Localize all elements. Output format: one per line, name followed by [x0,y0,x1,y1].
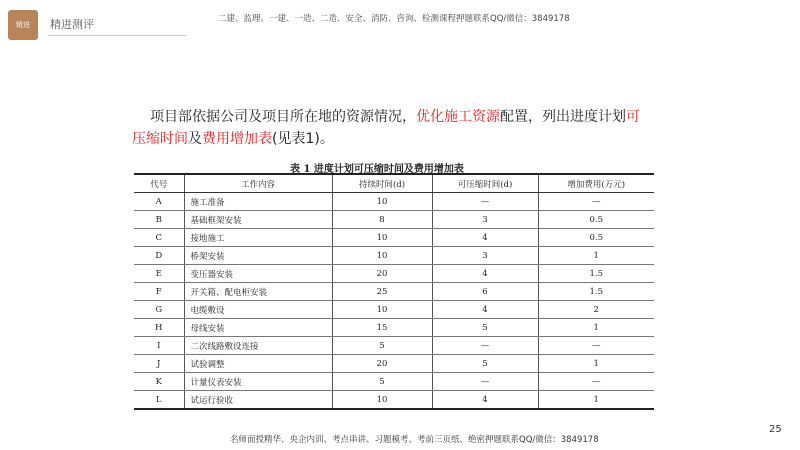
cell-code: E [134,265,184,283]
cell-compressible-time: 3 [432,247,538,265]
header-contact-text: 二建、监理、一建、一造、二造、安全、消防、咨询、检测课程押题联系QQ/微信：3849178 [218,14,570,24]
cell-compressible-time: — [432,193,538,211]
paragraph-text-1: 项目部依据公司及项目所在地的资源情况， [150,109,416,125]
header-code: 代号 [134,174,184,193]
cell-work-content: 基础框架安装 [184,211,332,229]
cell-work-content: 施工准备 [184,193,332,211]
cell-work-content: 二次线路敷设连接 [184,337,332,355]
cell-duration: 5 [332,337,432,355]
cell-compressible-time: 6 [432,283,538,301]
brand-name: 精进测评 [50,18,94,31]
cell-work-content: 计量仪表安装 [184,373,332,391]
cell-compressible-time: 4 [432,229,538,247]
table-row [134,247,654,265]
header-duration: 持续时间(d) [332,174,432,193]
cell-code: I [134,337,184,355]
schedule-table [134,173,654,410]
cell-added-cost: — [538,337,654,355]
cell-added-cost: 1 [538,391,654,410]
cell-compressible-time: 4 [432,265,538,283]
cell-compressible-time: 5 [432,319,538,337]
table-row [134,265,654,283]
header-work-content: 工作内容 [184,174,332,193]
header-compressible-time: 可压缩时间(d) [432,174,538,193]
cell-compressible-time: — [432,337,538,355]
brand-divider [48,35,186,36]
cell-work-content: 母线安装 [184,319,332,337]
cell-duration: 15 [332,319,432,337]
cell-work-content: 开关箱、配电柜安装 [184,283,332,301]
question-paragraph [132,106,652,150]
cell-added-cost: 1 [538,355,654,373]
cell-code: K [134,373,184,391]
table-row [134,319,654,337]
cell-duration: 20 [332,265,432,283]
table-row [134,211,654,229]
paragraph-highlight-3: 费用增加表 [202,131,272,147]
cell-code: A [134,193,184,211]
cell-added-cost: 0.5 [538,211,654,229]
cell-work-content: 试验调整 [184,355,332,373]
cell-code: G [134,301,184,319]
table-row [134,229,654,247]
paragraph-text-2: 配置，列出进度计划 [500,109,626,125]
header-added-cost: 增加费用(万元) [538,174,654,193]
table-header-row [134,174,654,193]
cell-duration: 10 [332,193,432,211]
paragraph-highlight-2: 可压缩时间 [132,109,640,147]
cell-code: F [134,283,184,301]
cell-code: D [134,247,184,265]
cell-added-cost: 0.5 [538,229,654,247]
cell-compressible-time: 4 [432,391,538,410]
cell-compressible-time: 5 [432,355,538,373]
table-row [134,337,654,355]
cell-duration: 10 [332,247,432,265]
cell-added-cost: 1.5 [538,265,654,283]
cell-duration: 25 [332,283,432,301]
cell-compressible-time: 4 [432,301,538,319]
table-row [134,373,654,391]
cell-duration: 10 [332,301,432,319]
page-number: 25 [769,424,782,435]
table-row [134,301,654,319]
cell-added-cost: 1 [538,319,654,337]
cell-added-cost: 1.5 [538,283,654,301]
cell-duration: 10 [332,229,432,247]
cell-added-cost: 2 [538,301,654,319]
cell-added-cost: — [538,193,654,211]
table-title: 表 1 进度计划可压缩时间及费用增加表 [290,164,464,175]
cell-code: L [134,391,184,410]
cell-work-content: 电缆敷设 [184,301,332,319]
cell-work-content: 接地施工 [184,229,332,247]
paragraph-text-3: 及 [188,131,202,147]
cell-code: H [134,319,184,337]
brand-logo [8,10,38,40]
cell-duration: 20 [332,355,432,373]
cell-work-content: 桥架安装 [184,247,332,265]
cell-work-content: 变压器安装 [184,265,332,283]
cell-duration: 5 [332,373,432,391]
cell-code: B [134,211,184,229]
paragraph-highlight-1: 优化施工资源 [416,109,500,125]
table-row [134,355,654,373]
footer-contact-text: 名师面授精华、央企内训、考点串讲、习题模考、考前三页纸、绝密押题联系QQ/微信：3849178 [230,435,599,445]
cell-compressible-time: 3 [432,211,538,229]
brand-logo-text: 精进 [16,21,30,29]
cell-duration: 10 [332,391,432,410]
cell-work-content: 试运行验收 [184,391,332,410]
table-row [134,391,654,410]
paragraph-text-4: (见表1)。 [272,131,334,147]
cell-compressible-time: — [432,373,538,391]
cell-code: C [134,229,184,247]
cell-added-cost: — [538,373,654,391]
cell-duration: 8 [332,211,432,229]
cell-added-cost: 1 [538,247,654,265]
cell-code: J [134,355,184,373]
table-row [134,283,654,301]
table-row [134,193,654,211]
